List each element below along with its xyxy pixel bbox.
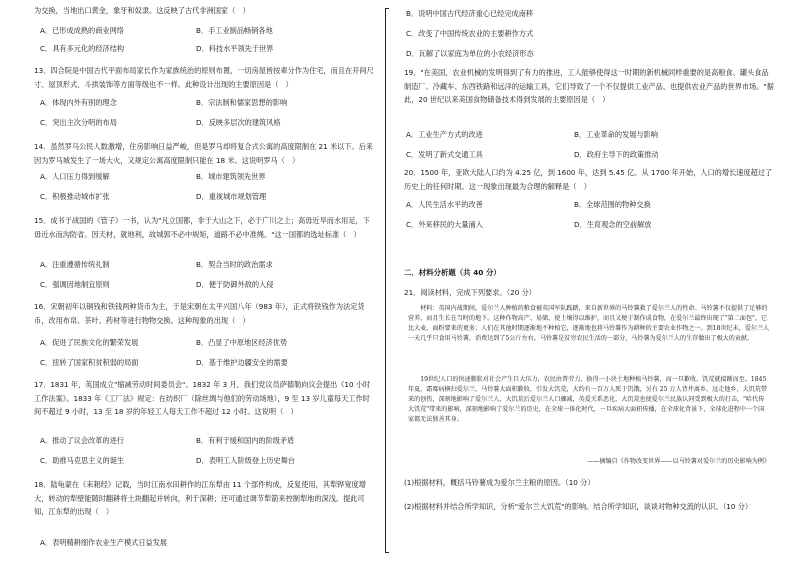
- q14-option-b[interactable]: B．城市建筑领先世界: [196, 172, 266, 181]
- q15-stem: 15．成书于战国的《管子》一书，认为"凡立国都，非于大山之下，必于广川之上；高毋近旱而水用足，下毋近水而沟防省。因天材，就地利，故城郭不必中规矩，道路不必中准绳。"这一国都的选址标准（ ）: [34, 216, 370, 239]
- q13-option-b[interactable]: B．宗法制和儒家思想的影响: [196, 98, 288, 107]
- q14-option-a[interactable]: A．人口压力得到缓解: [40, 172, 110, 181]
- q16-option-a[interactable]: A．促进了民族文化的繁荣发展: [40, 338, 139, 347]
- q16-stem: 16．宋朝初年以铜钱和铁钱两种货币为主，于是宋朝在太平兴国八年（983 年），正式将铁钱作为法定货币，改用布帛、茶叶、药材等进行物物交换。这种现象的出现（ ）: [34, 302, 365, 325]
- material-paragraph-2: 19世纪人口的快速膨胀对社会产生巨大压力，农民由普劳力，换得一小块土地种植马铃薯，而一旦歉收，饥荒就接踵而至。1845 年夏，霜霉病横扫爱尔兰，马铃薯大面积歉收，引发大饥荒，大约有一百万人死于饥饿，另有 25 万人背井离乡，远走他乡，大饥荒带来的创伤，深刻地影响了爱尔兰人，大饥荒后爱尔兰人口骤减，英爱关系恶化，大饥荒也使爱尔兰民族认同受到极大的打击，"哈代传大饥荒"带来的影响，深刻地影响了爱尔兰的历史，在全球一体化时代，一旦疾病大面积传播，在全球化背景下，全球化进程中一个国家都无法独善其身。: [408, 376, 767, 423]
- q17-option-b[interactable]: B．有利于缓和国内的阶级矛盾: [196, 436, 295, 445]
- material-source: ——摘编自《作物改变世界——以马铃薯对爱尔兰的历史影响为例》: [587, 458, 770, 465]
- q19-option-b[interactable]: B．工业革命的发展与影响: [574, 130, 658, 139]
- q15-option-d[interactable]: D．便于防御外敌的入侵: [196, 280, 274, 289]
- left-column: [0, 0, 372, 561]
- q12-option-b[interactable]: B．手工业制品畅销各地: [196, 26, 273, 35]
- material-paragraph-1: 材料：英国内战期间，爱尔兰人种植的粮食被英国军队践踏，来自新世界的马铃薯救了爱尔兰人的性命。马铃薯不仅提供了足够的营养，而且生长在当时的地下。这种作物高产、易储，使土壤得以维护，而且又便于制作成食物，在爱尔兰最终出现了"第二面包"，它比大麦、面粉要来的更多；人们在其他时期逐渐地不种植它，逐渐地也将马铃薯作为耕种的主要农业作物之一。到18世纪末，爱尔兰人一天几乎只食用马铃薯，消费达到了5公斤左右。马铃薯是贫穷农民生活的一部分，马铃薯为爱尔兰人的生存做出了极大的贡献。: [408, 305, 770, 342]
- q15-option-c[interactable]: C．强调因地制宜原则: [40, 280, 110, 289]
- q18-option-c[interactable]: C．改变了中国传统农业的主要耕作方式: [406, 29, 534, 38]
- q20-option-d[interactable]: D．生育观念的空前解放: [574, 220, 652, 229]
- q12-stem-tail: 为交换，当地出口黄金，象牙和奴隶。这反映了古代非洲国家（ ）: [34, 6, 250, 15]
- section-title: 二．材料分析题（共 40 分）: [404, 268, 501, 277]
- q18-option-a[interactable]: A．表明精耕细作农业生产模式日益发展: [40, 538, 168, 547]
- q17-option-a[interactable]: A．推动了议会改革的进行: [40, 436, 124, 445]
- q18-option-d[interactable]: D．瓦解了以家庭为单位的小农经济形态: [406, 49, 534, 58]
- q13-option-c[interactable]: C．突出主次分明的布局: [40, 118, 117, 127]
- q19-option-a[interactable]: A．工业生产方式的改进: [406, 130, 483, 139]
- column-divider: [385, 8, 386, 553]
- q12-option-a[interactable]: A．已形成成熟的商业网络: [40, 26, 124, 35]
- q21-sub-1: (1)根据材料，概括马铃薯成为爱尔兰主粮的原因。（10 分）: [404, 478, 595, 487]
- q13-option-a[interactable]: A．体现内外有别的理念: [40, 98, 117, 107]
- q21-sub-2: (2)根据材料并结合所学知识，分析"爱尔兰大饥荒"的影响。结合所学知识，谈谈对物种交流的认识。（10 分）: [404, 502, 753, 511]
- q12-option-d[interactable]: D．科技水平领先于世界: [196, 44, 274, 53]
- q12-option-c[interactable]: C．具有多元化的经济结构: [40, 44, 125, 53]
- q18-stem: 18．陆龟蒙在《耒耜经》记载，当时江南水田耕作的江东犁由 11 个部件构成，反复使用，其犁铧宽度增大，转动的犁壁能随时翻耕将土块翻起并转向，利于深耕；还可通过调节犁箭来控制犁地的深浅。提此可知，江东犁的出现（ ）: [34, 480, 366, 516]
- q17-option-d[interactable]: D．表明工人阶级登上历史舞台: [196, 456, 295, 465]
- q14-option-d[interactable]: D．重视城市规划管理: [196, 192, 267, 201]
- q16-option-b[interactable]: B．凸显了中原地区经济优势: [196, 338, 288, 347]
- q14-stem: 14．虽然罗马公民人数激增，住房影响日益严峻，但是罗马却将复合式公寓的高度限制在 21 米以下。后来因为罗马城发生了一场大火，又规定公寓高度限制只能在 18 米。这说明罗马（ ）: [34, 142, 374, 165]
- q21-intro: 21．阅读材料，完成下列要求。（20 分）: [404, 288, 536, 297]
- q19-option-d[interactable]: D．政府主导下的政策推动: [574, 150, 659, 159]
- right-column: [394, 0, 774, 561]
- q19-stem: 19．"在美国，农业机械的发明得到了有力的推进，工人能够使得这一时期的新机械同样重要的是高粮食、罐头食品制造厂、冷藏车、东西铁路和远洋的运输工具，它们导致了一个不仅提供工业产品、也提供农业产品的世界市场。"据此，20 世纪以来美国食物储备技术得到发展的主要原因是（ ）: [404, 68, 774, 104]
- q17-stem: 17．1831 年，英国成立"缩减劳动时间委员会"。1832 年 3 月，我们党议员萨德勒向议会提出《10 小时工作法案》。1833 年《工厂法》规定：在纺织厂（除丝绸与他们的劳动场地），9 至 13 岁儿童每天工作时间不超过 9 小时，13 至 18 岁的年轻工人每天工作不超过 12 小时。这说明（ ）: [34, 380, 371, 416]
- q20-option-b[interactable]: B．全球范围的物种交换: [574, 200, 651, 209]
- q19-option-c[interactable]: C．发明了新式交通工具: [406, 150, 483, 159]
- q20-option-a[interactable]: A．人民生活水平的改善: [406, 200, 483, 209]
- q15-option-b[interactable]: B．契合当时的政治需求: [196, 260, 273, 269]
- q16-option-c[interactable]: C．扭转了国家积贫积弱的局面: [40, 358, 139, 367]
- q17-option-c[interactable]: C．助推马克思主义的诞生: [40, 456, 125, 465]
- q13-option-d[interactable]: D．反映多层次的建筑风格: [196, 118, 281, 127]
- q16-option-d[interactable]: D．基于维护边疆安全的需要: [196, 358, 288, 367]
- q20-stem: 20．1500 年，亚欧大陆人口约为 4.25 亿，到 1600 年，达到 5.45 亿。从 1700 年开始，人口的增长速度超过了历史上的任何时期。这一现象出现最为合理的解释是（ ）: [404, 168, 773, 191]
- q14-option-c[interactable]: C．积极推动城市扩张: [40, 192, 110, 201]
- q20-option-c[interactable]: C．外来移民的大量涌入: [406, 220, 483, 229]
- q13-stem: 13．四合院是中国古代平面布局家长作为家族统治的原则布置，一切房屋皆按辈分作为住宅，而且在开间尺寸、屋顶形式、斗拱装饰等方面等级也不一样。此种设计出现的主要原因是（ ）: [34, 66, 374, 89]
- q15-option-a[interactable]: A．注重遵循传统礼制: [40, 260, 110, 269]
- q18-option-b[interactable]: B．说明中国古代经济重心已经完成南移: [406, 9, 534, 18]
